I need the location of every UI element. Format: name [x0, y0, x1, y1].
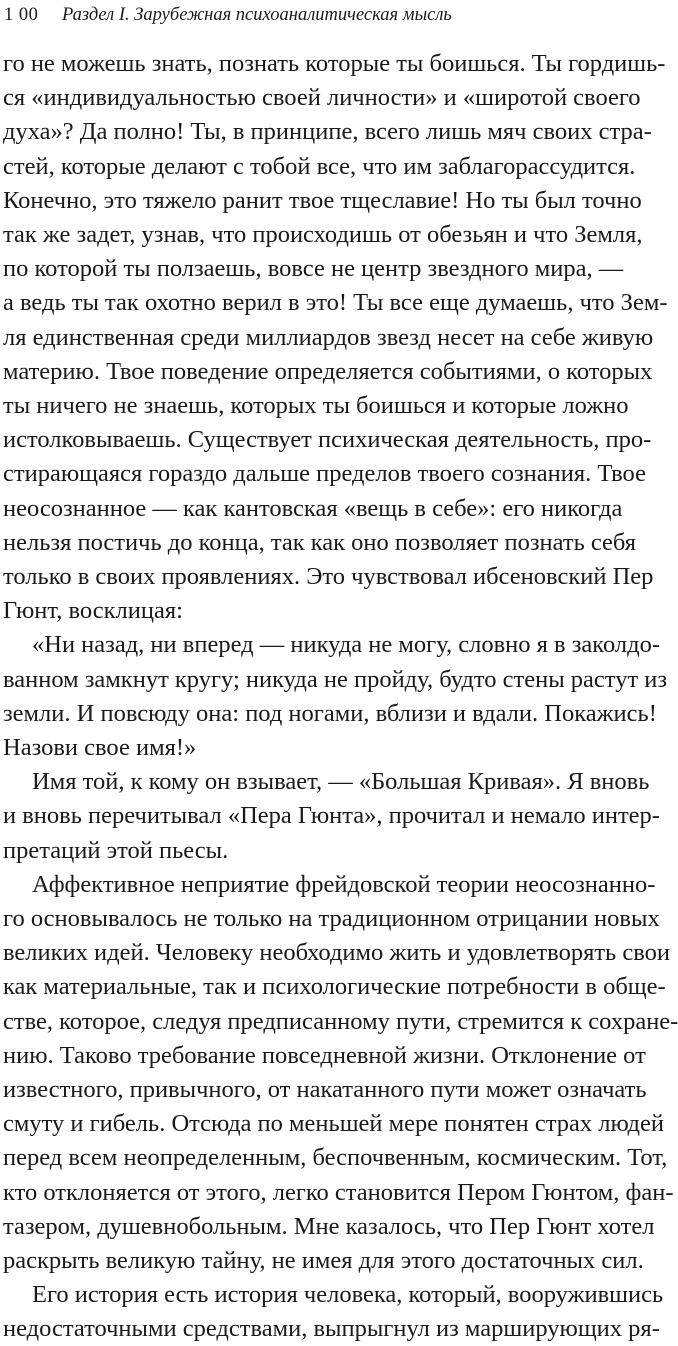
section-title: Раздел I. Зарубежная психоаналитическая мысль	[62, 5, 452, 25]
text-line: Имя той, к кому он взывает, — «Большая Кривая». Я вновь	[32, 768, 650, 796]
text-line: го не можешь знать, познать которые ты боишься. Ты гордишь-	[3, 50, 666, 77]
text-line: ты ничего не знаешь, которых ты боишься и которые ложно	[3, 392, 629, 419]
text-line: великих идей. Человеку необходимо жить и удовлетворять свои	[3, 939, 670, 967]
text-line: ванном замкнут кругу; никуда не пройду, будто стены растут из	[3, 665, 668, 693]
text-line: Аффективное неприятие фрейдовской теории неосознанно-	[32, 870, 656, 898]
text-line: Гюнт, восклицая:	[3, 597, 183, 625]
text-line: известного, привычного, от накатанного пути может означать	[3, 1076, 647, 1103]
text-line: как материальные, так и психологические потребности в обще-	[3, 973, 666, 1001]
text-line: перед всем неопределенным, беспочвенным, космическим. Тот,	[3, 1144, 668, 1172]
text-line: Его история есть история человека, который, вооружившись	[32, 1281, 664, 1309]
text-line: по которой ты ползаешь, вовсе не центр звездного мира, —	[3, 255, 624, 283]
text-line: недостаточными средствами, выпрыгнул из марширующих ря-	[3, 1315, 660, 1343]
running-header	[4, 4, 616, 26]
text-line: так же задет, узнав, что происходишь от обезьян и что Земля,	[3, 221, 643, 248]
text-line: стирающаяся гораздо дальше пределов твоего сознания. Твое	[3, 460, 646, 488]
text-line: ся «индивидуальностью своей личности» и «широтой своего	[3, 84, 641, 112]
text-line: истолковываешь. Существует психическая деятельность, про-	[3, 426, 652, 454]
text-line: го основывалось не только на традиционном отрицании новых	[3, 905, 660, 932]
text-line: и вновь перечитывал «Пера Гюнта», прочитал и немало интер-	[3, 802, 660, 830]
text-line: кто отклоняется от этого, легко становится Пером Гюнтом, фан-	[3, 1178, 674, 1206]
text-line: Конечно, это тяжело ранит твое тщеславие! Но ты был точно	[3, 186, 642, 214]
text-line: тазером, душевнобольным. Мне казалось, что Пер Гюнт хотел	[3, 1212, 655, 1240]
text-line: нию. Таково требование повседневной жизни. Отклонение от	[3, 1041, 646, 1069]
page-number: 1 00	[4, 5, 39, 25]
text-line: стве, которое, следуя предписанному пути, стремится к сохране-	[3, 1007, 678, 1035]
text-line: духа»? Да полно! Ты, в принципе, всего лишь мяч своих стра-	[3, 118, 652, 146]
text-line: ля единственная среди миллиардов звезд несет на себе живую	[3, 323, 654, 351]
text-line: земли. И повсюду она: под ногами, вблизи и вдали. Покажись!	[3, 699, 657, 727]
text-line: неосознанное — как кантовская «вещь в себе»: его никогда	[3, 494, 623, 522]
text-line: материю. Твое поведение определяется событиями, о которых	[3, 357, 653, 385]
text-line: «Ни назад, ни вперед — никуда не могу, словно я в заколдо-	[32, 631, 660, 659]
text-line: только в своих проявлениях. Это чувствовал ибсеновский Пер	[3, 563, 654, 590]
text-line: Назови свое имя!»	[3, 734, 197, 761]
text-line: нельзя постичь до конца, так как оно позволяет познать себя	[3, 528, 637, 556]
text-line: а ведь ты так охотно верил в это! Ты все еще думаешь, что Зем-	[3, 289, 668, 317]
text-line: смуту и гибель. Отсюда по меньшей мере понятен страх людей	[3, 1110, 664, 1138]
text-line: претаций этой пьесы.	[3, 836, 229, 864]
text-line: стей, которые делают с тобой все, что им заблагорассудится.	[3, 152, 636, 180]
text-line: раскрыть великую тайну, не имея для этого достаточных сил.	[3, 1247, 644, 1274]
